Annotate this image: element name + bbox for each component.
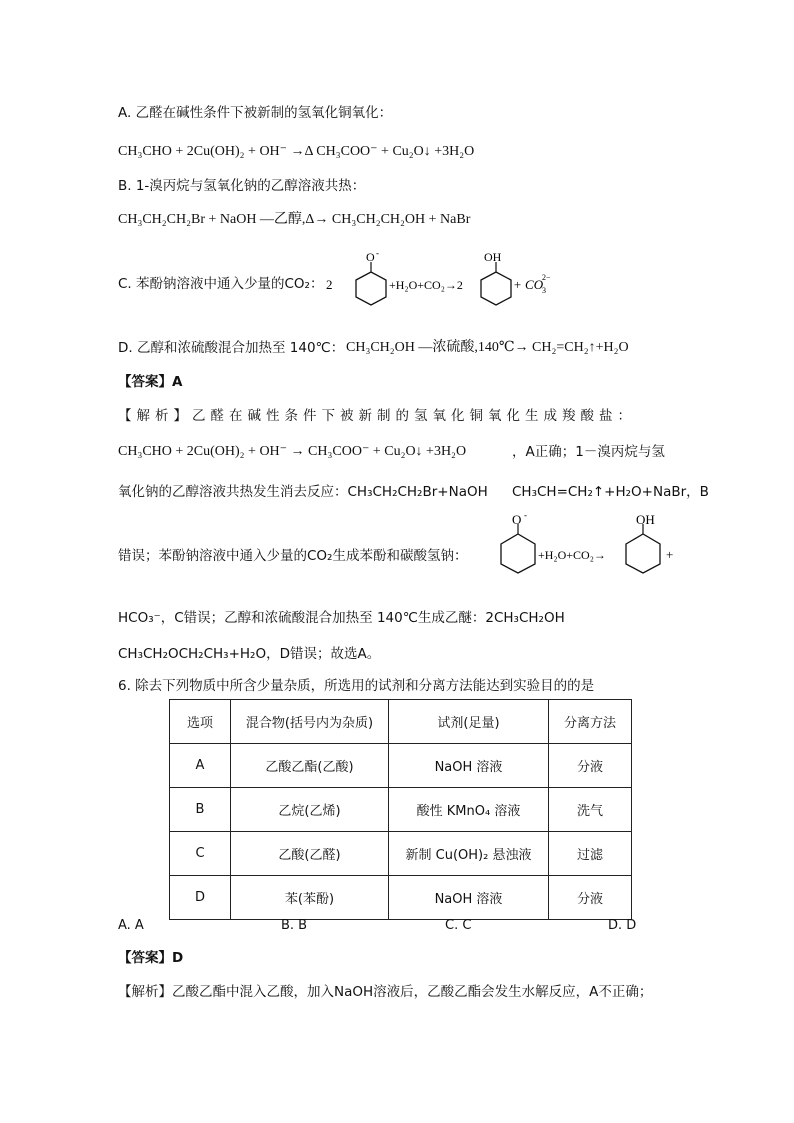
table-header: 选项 bbox=[170, 700, 231, 744]
svg-text:OH: OH bbox=[484, 252, 502, 264]
analysis-1-line-4: 错误；苯酚钠溶液中通入少量的CO₂生成苯酚和碳酸氢钠： bbox=[118, 548, 468, 564]
item-b-equation: CH₃CH₂CH₂Br + NaOH —乙醇,Δ→ CH₃CH₂CH₂OH + NaBr bbox=[118, 212, 471, 227]
item-a-text: A. 乙醛在碱性条件下被新制的氢氧化铜氧化： bbox=[118, 105, 393, 121]
svg-text:+ CO: + CO bbox=[513, 277, 544, 292]
table-cell: 苯(苯酚) bbox=[231, 876, 389, 920]
table-cell: C bbox=[170, 832, 231, 876]
svg-text:-: - bbox=[376, 252, 379, 258]
option-c: C. C bbox=[445, 918, 472, 933]
item-d-text: D. 乙醇和浓硫酸混合加热至 140℃： bbox=[118, 340, 345, 356]
table-cell: 乙酸乙酯(乙酸) bbox=[231, 744, 389, 788]
item-c-text: C. 苯酚钠溶液中通入少量的CO₂： bbox=[118, 276, 324, 292]
table-cell: 分液 bbox=[549, 744, 632, 788]
item-a-equation: CH₃CHO + 2Cu(OH)₂ + OH⁻ →Δ CH₃COO⁻ + Cu₂O↓ +3H₂O bbox=[118, 144, 475, 159]
svg-text:+: + bbox=[666, 547, 674, 562]
table-cell: NaOH 溶液 bbox=[389, 744, 549, 788]
svg-text:2: 2 bbox=[326, 277, 333, 292]
table-cell: 洗气 bbox=[549, 788, 632, 832]
svg-text:+H₂O+CO₂→2: +H₂O+CO₂→2 bbox=[389, 278, 463, 292]
svg-text:OH: OH bbox=[636, 512, 655, 527]
analysis-2: 【解析】乙酸乙酯中混入乙酸，加入NaOH溶液后，乙酸乙酯会发生水解反应，A不正确； bbox=[118, 984, 653, 1000]
analysis-1-line-1: 【解析】乙醛在碱性条件下被新制的氢氧化铜氧化生成羧酸盐： bbox=[118, 408, 636, 424]
option-b: B. B bbox=[281, 918, 308, 933]
table-row bbox=[170, 788, 632, 832]
item-b-text: B. 1-溴丙烷与氢氧化钠的乙醇溶液共热： bbox=[118, 178, 366, 194]
table-header-row bbox=[170, 700, 632, 744]
analysis-1-line-6: CH₃CH₂OCH₂CH₃+H₂O，D错误；故选A。 bbox=[118, 646, 381, 662]
svg-text:+H₂O+CO₂→: +H₂O+CO₂→ bbox=[538, 548, 606, 562]
table-cell: 过滤 bbox=[549, 832, 632, 876]
table-header: 试剂(足量) bbox=[389, 700, 549, 744]
table-cell: B bbox=[170, 788, 231, 832]
phenol-structure-icon bbox=[496, 512, 686, 574]
answer-2: 【答案】D bbox=[118, 950, 184, 966]
question-6-table bbox=[169, 699, 632, 920]
svg-text:O: O bbox=[366, 252, 375, 264]
svg-text:-: - bbox=[524, 512, 527, 520]
svg-text:2−: 2− bbox=[542, 273, 551, 282]
table-cell: A bbox=[170, 744, 231, 788]
table-cell: 新制 Cu(OH)₂ 悬浊液 bbox=[389, 832, 549, 876]
table-cell: 乙烷(乙烯) bbox=[231, 788, 389, 832]
analysis-1-line-3: 氧化钠的乙醇溶液共热发生消去反应：CH₃CH₂CH₂Br+NaOH bbox=[118, 484, 488, 500]
analysis-1-line-3-equation: CH₃CH=CH₂↑+H₂O+NaBr，B bbox=[512, 484, 709, 500]
table-row bbox=[170, 876, 632, 920]
table-cell: 酸性 KMnO₄ 溶液 bbox=[389, 788, 549, 832]
table-cell: 乙酸(乙醛) bbox=[231, 832, 389, 876]
table-cell: D bbox=[170, 876, 231, 920]
analysis-1-equation: CH₃CHO + 2Cu(OH)₂ + OH⁻ → CH₃COO⁻ + Cu₂O↓ +3H₂O bbox=[118, 444, 467, 459]
svg-text:3: 3 bbox=[542, 286, 546, 295]
option-d: D. D bbox=[608, 918, 637, 933]
table-header: 混合物(括号内为杂质) bbox=[231, 700, 389, 744]
table-row bbox=[170, 744, 632, 788]
item-d-equation: CH₃CH₂OH —浓硫酸,140℃→ CH₂=CH₂↑+H₂O bbox=[346, 340, 629, 355]
table-cell: 分液 bbox=[549, 876, 632, 920]
question-6: 6. 除去下列物质中所含少量杂质，所选用的试剂和分离方法能达到实验目的的是 bbox=[118, 678, 595, 694]
option-a: A. A bbox=[118, 918, 144, 933]
analysis-1-line-5: HCO₃⁻，C错误；乙醇和浓硫酸混合加热至 140℃生成乙醚：2CH₃CH₂OH bbox=[118, 610, 565, 626]
table-row bbox=[170, 832, 632, 876]
item-c-structure-icon bbox=[326, 252, 566, 307]
table-header: 分离方法 bbox=[549, 700, 632, 744]
analysis-1-line-2-tail: ，A正确；1－溴丙烷与氢 bbox=[512, 444, 665, 460]
svg-text:O: O bbox=[512, 512, 522, 527]
answer-1: 【答案】A bbox=[118, 374, 183, 390]
table-cell: NaOH 溶液 bbox=[389, 876, 549, 920]
